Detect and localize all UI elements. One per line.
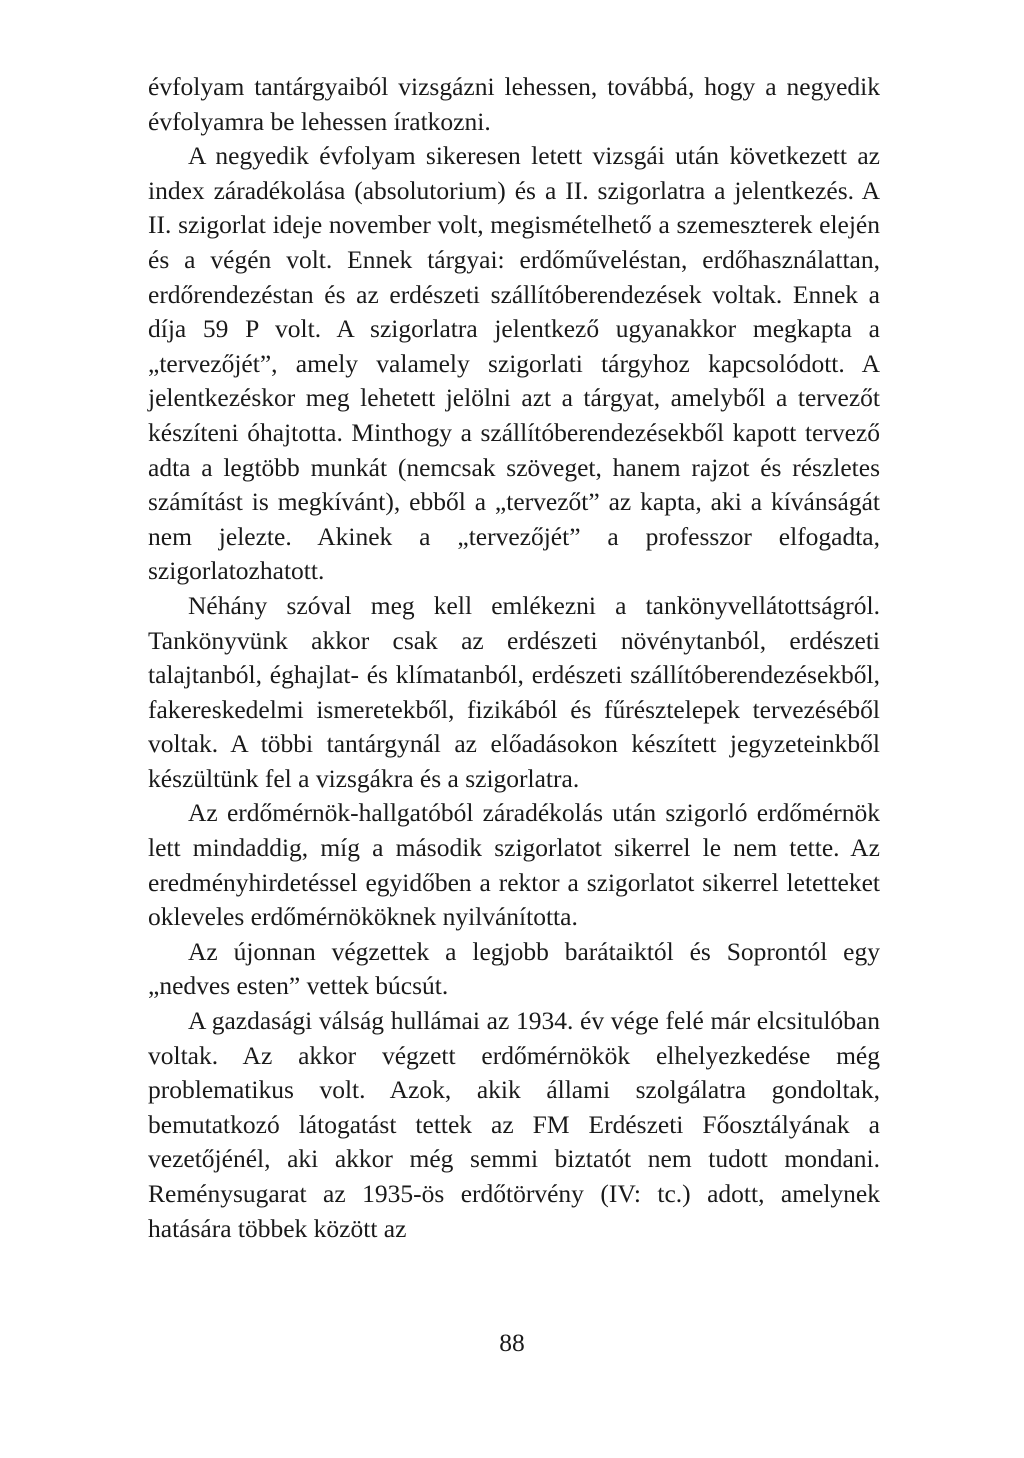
paragraph-4: Az erdőmérnök-hallgatóból záradékolás után szigorló erdőmérnök lett mindaddig, míg a második szigorlatot sikerrel le nem tette. Az eredményhirdetéssel egyidőben a rektor a szigorlatot sikerrel letetteket okleveles erdőmérnököknek nyilvánította. — [148, 798, 880, 932]
paragraph-1: évfolyam tantárgyaiból vizsgázni lehessen, továbbá, hogy a negyedik évfolyamra be lehessen íratkozni. — [148, 72, 880, 136]
paragraph-2: A negyedik évfolyam sikeresen letett vizsgái után következett az index záradékolása (absolutorium) és a II. szigorlatra a jelentkezés. A II. szigorlat ideje november volt, megismételhető a szemeszterek elején és a végén volt. Ennek tárgyai: erdőműveléstan, erdőhasználattan, erdőrendezéstan és az erdészeti szállítóberendezések voltak. Ennek a díja 59 P volt. A szigorlatra jelentkező ugyanakkor megkapta a „tervezőjét”, amely valamely szigorlati tárgyhoz kapcsolódott. A jelentkezéskor meg lehetett jelölni azt a tárgyat, amelyből a tervezőt készíteni óhajtotta. Minthogy a szállítóberendezésekből kapott tervező adta a legtöbb munkát (nemcsak szöveget, hanem rajzot és részletes számítást is megkívánt), ebből a „tervezőt” az kapta, aki a kívánságát nem jelezte. Akinek a „tervezőjét” a professzor elfogadta, szigorlatozhatott. — [148, 141, 880, 586]
paragraph-5: Az újonnan végzettek a legjobb barátaiktól és Soprontól egy „nedves esten” vettek búcsút. — [148, 936, 880, 1001]
paragraph-3: Néhány szóval meg kell emlékezni a tankönyvellátottságról. Tankönyvünk akkor csak az erdészeti növénytanból, erdészeti talajtanból, éghajlat- és klímatanból, erdészeti szállítóberendezésekből, fakereskedelmi ismeretekből, fizikából és fűrésztelepek tervezéséből voltak. A többi tantárgynál az előadásokon készített jegyzeteinkből készültünk fel a vizsgákra és a szigorlatra. — [148, 590, 880, 793]
paragraph-6: A gazdasági válság hullámai az 1934. év vége felé már elcsitulóban voltak. Az akkor végzett erdőmérnökök elhelyezkedése még problematikus volt. Azok, akik állami szolgálatra gondoltak, bemutatkozó látogatást tettek az FM Erdészeti Főosztályának a vezetőjénél, aki akkor még semmi biztatót nem tudott mondani. Reménysugarat az 1935-ös erdőtörvény (IV: tc.) adott, amelynek hatására többek között az — [148, 1006, 880, 1243]
page-number: 88 — [499, 1328, 525, 1357]
page-body — [148, 70, 880, 1246]
